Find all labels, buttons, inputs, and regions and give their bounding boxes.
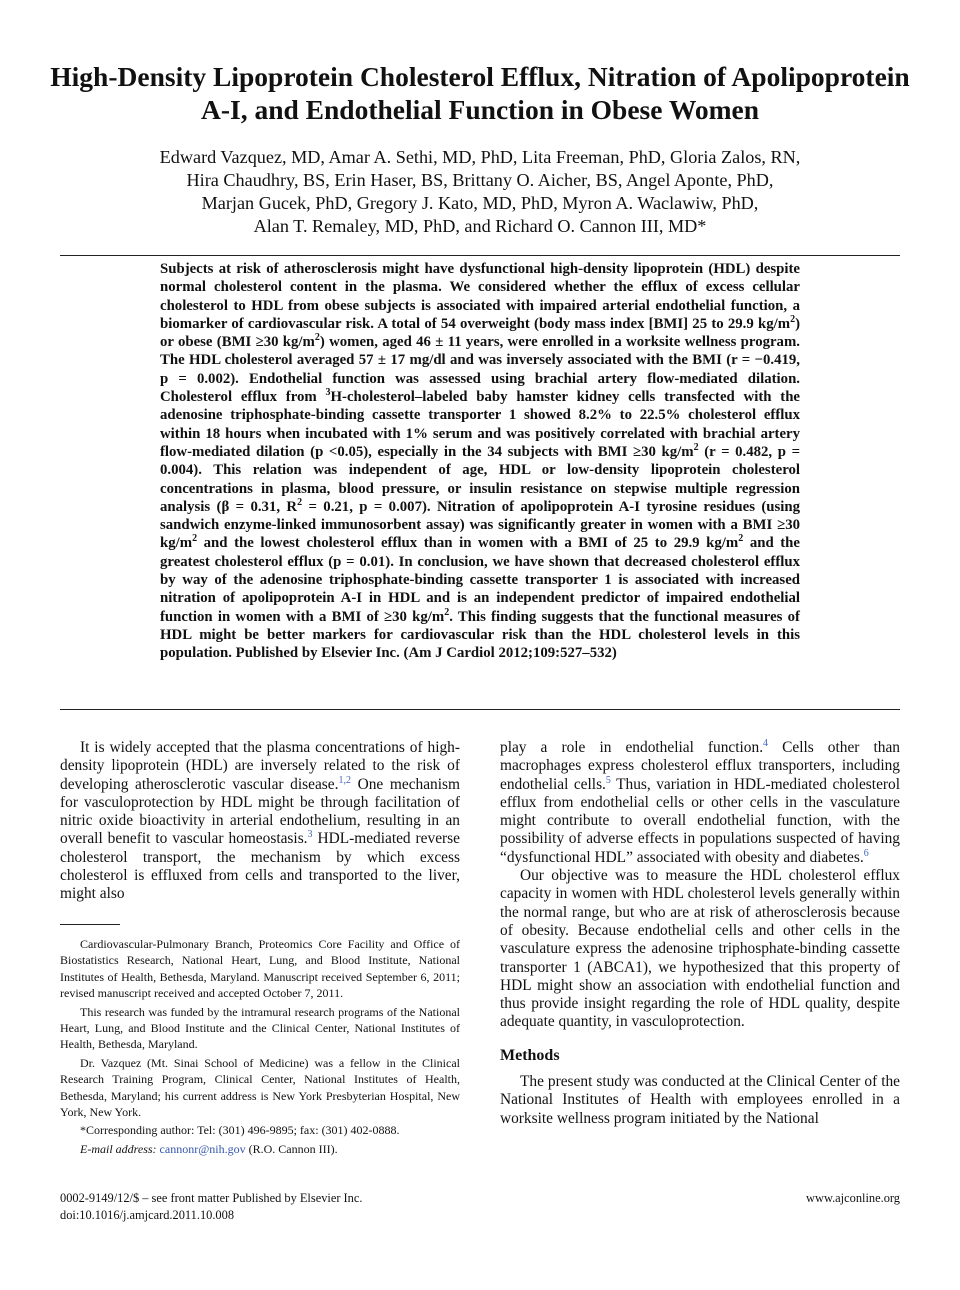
footnote-corresponding: *Corresponding author: Tel: (301) 496-9895; fax: (301) 402-0888. (80, 1123, 400, 1138)
author-line: Hira Chaudhry, BS, Erin Haser, BS, Brittany O. Aicher, BS, Angel Aponte, PhD, (186, 170, 774, 190)
footnotes (60, 936, 460, 1159)
footer-publication-info (60, 1190, 362, 1223)
reference-link[interactable]: 5 (605, 774, 611, 786)
article-title: High-Density Lipoprotein Cholesterol Efflux, Nitration of Apolipoprotein A-I, and Endothelial Function in Obese Women (50, 61, 910, 125)
reference-link[interactable]: 3 (307, 829, 313, 841)
footer-copyright: 0002-9149/12/$ – see front matter Published by Elsevier Inc. (60, 1191, 363, 1205)
author-line: Edward Vazquez, MD, Amar A. Sethi, MD, PhD, Lita Freeman, PhD, Gloria Zalos, RN, (159, 147, 801, 167)
body-paragraph: play a role in endothelial function.$^4$ Cells other than macrophages express cholesterol efflux transporters, including endothelial cells.$^5$ Thus, variation in HDL-mediated cholesterol efflux from endothelial cells or other cells in the vasculature might contribute to overall endothelial function, with the possibility of adverse effects in populations suspected of having “dysfunctional HDL” associated with obesity and diabetes.$^6$ (500, 738, 900, 866)
body-paragraph: Our objective was to measure the HDL cholesterol efflux capacity in women with HDL cholesterol levels generally within the normal range, but who are at risk of atherosclerosis because of obesity. Because endothelial cells and other cells in the vasculature express the adenosine triphosphate-binding cassette transporter 1 (ABCA1), we hypothesized that this property of HDL might show an association with endothelial function and thus provide insight regarding the role of HDL quality, despite adequate quantity, in vasculoprotection. (500, 867, 900, 1031)
footnote-email: E-mail address: cannonr@nih.gov (R.O. Cannon III). (80, 1141, 338, 1156)
abstract-top-rule (60, 255, 900, 256)
author-list (60, 146, 900, 238)
reference-link[interactable]: 4 (763, 738, 769, 749)
section-heading-methods: Methods (500, 1046, 560, 1064)
author-line: Marjan Gucek, PhD, Gregory J. Kato, MD, PhD, Myron A. Waclawiw, PhD, (201, 193, 759, 213)
footnote-funding: This research was funded by the intramural research programs of the National Heart, Lung, and Blood Institute and the Clinical Center, National Institutes of Health, Bethesda, Maryland. (60, 1004, 460, 1052)
reference-link[interactable]: 1,2 (338, 774, 351, 786)
body-paragraph: It is widely accepted that the plasma concentrations of high-density lipoprotein (HDL) are inversely related to the risk of developing atherosclerotic vascular disease.$^{1,2}$ One mechanism for vasculoprotection by HDL might be through facilitation of nitric oxide bioactivity in arterial endothelium, resulting in an overall benefit to vascular homeostasis.$^3$ HDL-mediated reverse cholesterol transport, the mechanism by which excess cholesterol is effluxed from cells and transported to the liver, might also (60, 739, 460, 903)
email-link[interactable]: cannonr@nih.gov (159, 1141, 246, 1156)
footer-doi: doi:10.1016/j.amjcard.2011.10.008 (60, 1207, 235, 1222)
body-paragraph: The present study was conducted at the Clinical Center of the National Institutes of Health with employees enrolled in a worksite wellness program initiated by the National (500, 1073, 900, 1127)
footnote-separator (60, 924, 120, 925)
footnote-affiliation: Cardiovascular-Pulmonary Branch, Proteomics Core Facility and Office of Biostatistics Research, National Heart, Lung, and Blood Institute, National Institutes of Health, Bethesda, Maryland. Manuscript received September 6, 2011; revised manuscript received and accepted October 7, 2011. (60, 937, 460, 1001)
body-column-right (500, 739, 900, 1128)
body-column-left (60, 739, 460, 904)
footnote-author-note: Dr. Vazquez (Mt. Sinai School of Medicine) was a fellow in the Clinical Research Training Program, Clinical Center, National Institutes of Health, Bethesda, Maryland; his current address is New York Presbyterian Hospital, New York, New York. (60, 1055, 460, 1120)
abstract: Subjects at risk of atherosclerosis might have dysfunctional high-density lipoprotein (HDL) despite normal cholesterol content in the plasma. We considered whether the efflux of excess cellular cholesterol to HDL from obese subjects is associated with impaired arterial endothelial function, a biomarker of cardiovascular risk. A total of 54 overweight (body mass index [BMI] 25 to 29.9 $kg/m^2$) or obese (BMI ≥30 $kg/m^2$) women, aged 46 ± 11 years, were enrolled in a worksite wellness program. The HDL cholesterol averaged 57 ± 17 mg/dl and was inversely associated with the BMI (r = −0.419, p = 0.002). Endothelial function was assessed using brachial artery flow-mediated dilation. Cholesterol efflux from $^3$H-cholesterol–labeled baby hamster kidney cells transfected with the adenosine triphosphate-binding cassette transporter 1 showed 8.2% to 22.5% cholesterol efflux within 18 hours when incubated with 1% serum and was positively correlated with brachial artery flow-mediated dilation (p <0.05), especially in the 34 subjects with BMI ≥30 $kg/m^2$ (r = 0.482, p = 0.004). This relation was independent of age, HDL or low-density lipoprotein cholesterol concentrations in plasma, blood pressure, or insulin resistance on stepwise multiple regression analysis (β = 0.31, $R^2 = 0.21$, p = 0.007). Nitration of apolipoprotein A-I tyrosine residues (using sandwich enzyme-linked immunosorbent assay) was significantly greater in women with a BMI ≥30 $kg/m^2$ and the lowest cholesterol efflux than in women with a BMI of 25 to 29.9 $kg/m^2$ and the greatest cholesterol efflux (p = 0.01). In conclusion, we have shown that decreased cholesterol efflux by way of the adenosine triphosphate-binding cassette transporter 1 is associated with increased nitration of apolipoprotein A-I in HDL and is an independent predictor of impaired endothelial function in women with a BMI of ≥30 $kg/m^2$. This finding suggests that the functional measures of HDL might be better markers for cardiovascular risk than the HDL cholesterol levels in this population. Published by Elsevier Inc. (Am J Cardiol 2012;109:527–532) (160, 261, 800, 662)
reference-link[interactable]: 6 (863, 847, 869, 859)
footer-website[interactable]: www.ajconline.org (806, 1191, 900, 1205)
author-line: Alan T. Remaley, MD, PhD, and Richard O. Cannon III, MD* (253, 216, 707, 236)
abstract-bottom-rule (60, 709, 900, 710)
